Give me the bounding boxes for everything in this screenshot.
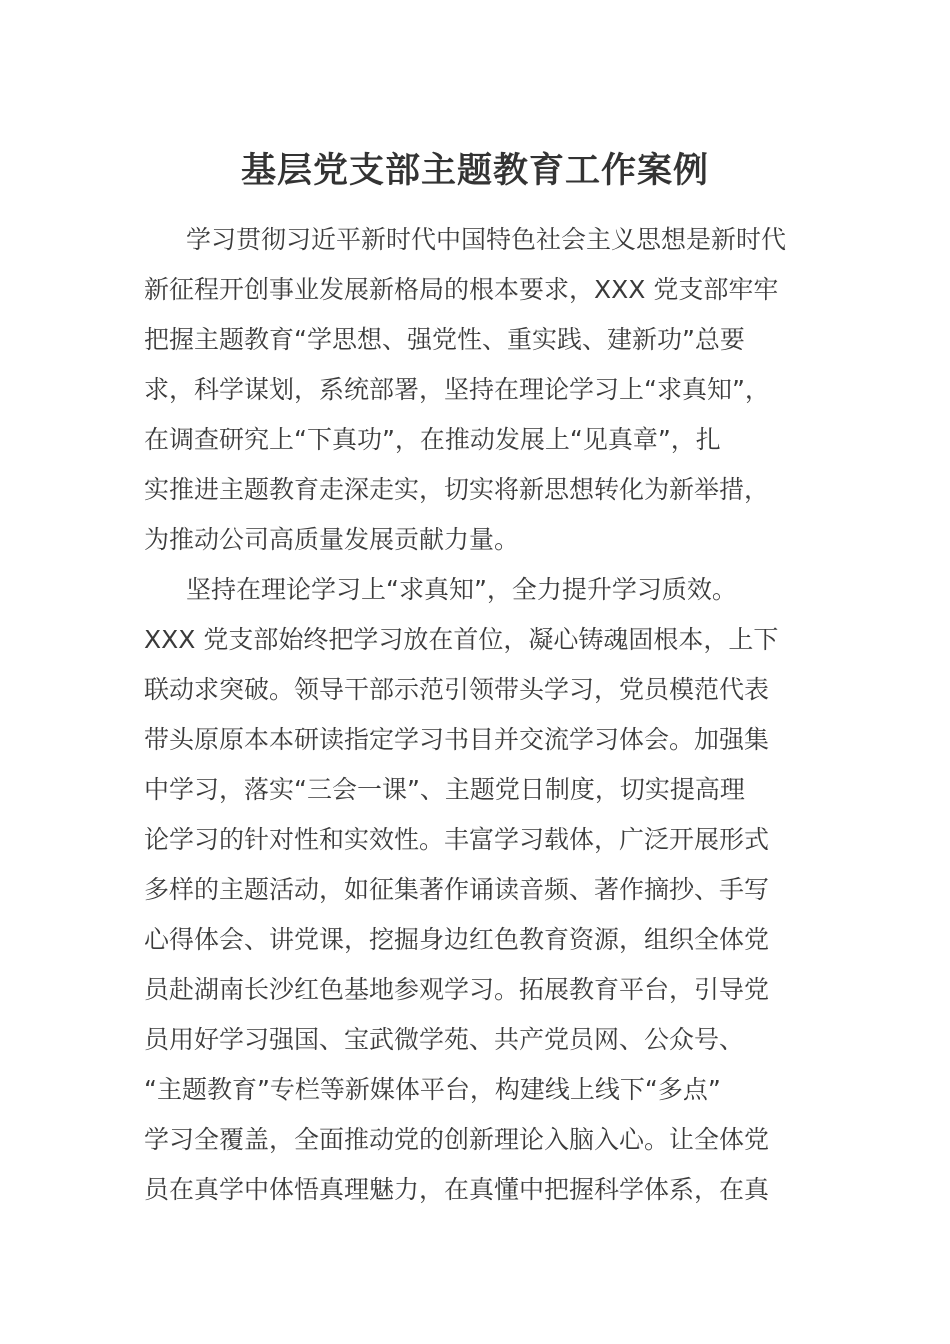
paragraph-2-line-5: 中学习，落实“三会一课”、主题党日制度，切实提高理 [144, 775, 745, 804]
paragraph-2-line-7: 多样的主题活动，如征集著作诵读音频、著作摘抄、手写 [144, 875, 770, 904]
paragraph-2-line-13: 员在真学中体悟真理魅力，在真懂中把握科学体系，在真 [144, 1175, 770, 1204]
document-body [144, 220, 812, 1220]
paragraph-1-line-6: 实推进主题教育走深走实，切实将新思想转化为新举措， [144, 475, 770, 504]
paragraph-2-line-9: 员赴湖南长沙红色基地参观学习。拓展教育平台，引导党 [144, 975, 770, 1004]
paragraph-2-line-8: 心得体会、讲党课，挖掘身边红色教育资源，组织全体党 [144, 925, 770, 954]
paragraph-2-line-10: 员用好学习强国、宝武微学苑、共产党员网、公众号、 [144, 1025, 745, 1054]
paragraph-2-line-2: XXX 党支部始终把学习放在首位，凝心铸魂固根本，上下 [144, 625, 779, 654]
paragraph-2-line-1: 坚持在理论学习上“求真知”，全力提升学习质效。 [186, 575, 737, 604]
paragraph-2-line-3: 联动求突破。领导干部示范引领带头学习，党员模范代表 [144, 675, 770, 704]
paragraph-2-line-12: 学习全覆盖，全面推动党的创新理论入脑入心。让全体党 [144, 1125, 770, 1154]
paragraph-1-line-5: 在调查研究上“下真功”，在推动发展上“见真章”，扎 [144, 425, 721, 454]
paragraph-2-line-11: “主题教育”专栏等新媒体平台，构建线上线下“多点” [144, 1075, 721, 1104]
paragraph-1-line-3: 把握主题教育“学思想、强党性、重实践、建新功”总要 [144, 325, 745, 354]
paragraph-2-line-6: 论学习的针对性和实效性。丰富学习载体，广泛开展形式 [144, 825, 770, 854]
paragraph-1-line-1: 学习贯彻习近平新时代中国特色社会主义思想是新时代 [186, 225, 787, 254]
paragraph-1-line-4: 求，科学谋划，系统部署，坚持在理论学习上“求真知”， [144, 375, 770, 404]
paragraph-1-line-2: 新征程开创事业发展新格局的根本要求，XXX 党支部牢牢 [144, 275, 779, 304]
document-title: 基层党支部主题教育工作案例 [240, 151, 709, 191]
paragraph-2-line-4: 带头原原本本研读指定学习书目并交流学习体会。加强集 [144, 725, 770, 754]
paragraph-1-line-7: 为推动公司高质量发展贡献力量。 [144, 525, 520, 554]
